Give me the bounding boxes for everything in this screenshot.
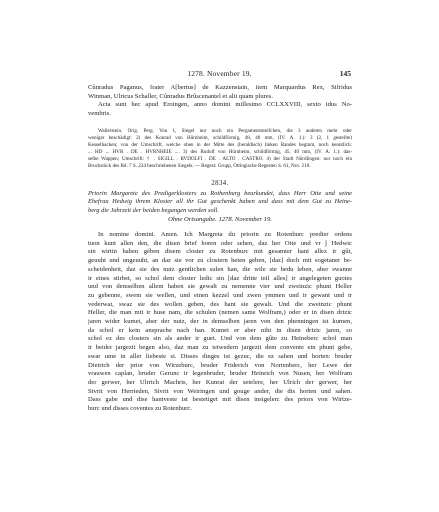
body-line: Sivrit von Herrieden, Sivrit von Weiringen und gouge ander, die dis horten und sahen. bbox=[88, 387, 352, 395]
text-line: Winman, Ulricus Schaller, Cůnradus Brûscenantel et alii quam plures. bbox=[88, 92, 273, 100]
body-line: jaren wider kumet, aber der nutz, der in demselben jaren von den phenningen ist kumen, bbox=[88, 318, 352, 326]
body-line: burc und disses coventes zu Rotenburc. bbox=[88, 405, 193, 413]
body-line: da schol er kein ansprache nach han. Kumet er aber niht in disen drizic jaren, so bbox=[88, 326, 352, 334]
document-number: 2834. bbox=[211, 180, 229, 187]
note-line: weniger beschädigt: 2) des Konrad von Hürnheim, schildförmig, 48, 40 mm, (IV. A. 1.): 3 (2, 1 gestellte) bbox=[88, 134, 352, 141]
top-text-block bbox=[88, 84, 352, 119]
body-line: der gerwer, her Ulrrich Machris, her Kunrat der setelere, her Ulrich der gerwer, her bbox=[88, 378, 352, 386]
body-line: und von demselben allem haben sie gewalt zu nemenne vier und zweinzic phunt Heller bbox=[88, 283, 352, 291]
closing-paragraph bbox=[88, 101, 352, 118]
body-line: scheidenheit, daz sie des nutz gentlichen sulen han, die wile sie bedu leben, aber swanne bbox=[88, 265, 352, 273]
body-line: swar ume in aller liebeste si. Disses dinges ist gezuc, die ez sahen und horten: bruder bbox=[88, 352, 352, 360]
body-line: sin wirtin haben gében disem closter zu Rotenburc mit gesamter hant allez ir gût, bbox=[88, 248, 352, 256]
body-line: Dass gabe und dise hantveste ist bestetiget mit disen insigelen: des priors von Wirtze- bbox=[88, 396, 352, 404]
note-line: ... HD ... HVR . DE . HVRNHEIE .... 3) des Rudolf von Hürnheim, schildförmig, 45, 40 mm, (IV. A. 1.): das- bbox=[88, 148, 352, 155]
body-line: vederwat, swaz sie des wollen geben, des hant sie gewalt. Und die zweinzic phunt bbox=[88, 300, 352, 308]
summary-line: Priorin Margarete des Predigerklosters zu Rothenburg beurkundet, dass Herr Otte und seine bbox=[88, 190, 352, 197]
page-header bbox=[0, 69, 439, 81]
body-line: In nomine domini. Amen. Ich Margreta du priorin zu Rotenburc predier ordens bbox=[98, 231, 352, 238]
body-paragraph bbox=[88, 231, 352, 414]
summary-line: Ehefrau Hedwig ihrem Kloster all ihr Gut geschenkt haben und dass mit dem Gut zu Heine- bbox=[88, 198, 352, 206]
body-line: schol ez des closters sin als ander ir guet. Und von dem gûte zu Heineberc schol man bbox=[88, 335, 352, 343]
body-line: tuon kunt allen den, die disen brief horen oder sehen, daz her Otte und vr ĵ Hedwic bbox=[88, 239, 352, 247]
note-line: Wallerstein. Orig. Perg. Von 1, Siegel nur noch ein Pergamentstreifchen, die 3 anderen mehr oder bbox=[98, 128, 352, 134]
page-number: 145 bbox=[339, 69, 351, 78]
witness-paragraph bbox=[88, 84, 352, 101]
text-line: Acta sunt hec apud Eroingen, anno domini millesimo CCLXXVIII, sexto idus No- bbox=[98, 101, 352, 109]
body-line: vrauwen caplan, bruder Gerunc ir legenbruder, bruder Heinrich von Nusen, her Wolfram bbox=[88, 370, 352, 378]
note-line: selbe Wappen; Umschrift: † . SIGILL . RVDOLFI . DE . ALTO . CASTRO. 4) der Stadt Nördlingen: nur noch ein bbox=[88, 155, 352, 162]
body-line: Dietrich der prior von Wirzeburc, bruder Friderich von Nortenberc, her Lewe der bbox=[88, 361, 352, 369]
document-summary bbox=[88, 190, 352, 215]
note-line: Kesselhacken; von der Umschrift, welche oben in der Mitte des (heraldisch) linken Randes beginnt, noch kenntlich: bbox=[88, 141, 352, 148]
header-date: 1278. November 19. bbox=[187, 69, 252, 78]
note-line: Bruchstück des Bd. 7 S. 234 beschriebenen Siegels. — Regest: Grupp, Öttingische Regesten S. 61, Nro. 218. bbox=[88, 162, 311, 169]
body-line: zu gebenne, swem sie wellen, und einen kezzel und zwen ymmen und ir gewant und ir bbox=[88, 291, 352, 299]
body-line: geuuht und ungeuuht, an daz sie vor zu clostern heten geben, [daz] doch mit sogetaner be- bbox=[88, 257, 352, 265]
archival-notes bbox=[88, 128, 352, 169]
body-line: ir beider jargezit begen also, daz man zu ietwedern jargezit dem convente ein phunt gebe, bbox=[88, 344, 352, 352]
body-line: ir eines stirbet, so schol dem closter ledic sin [daz dritte teil alles] ir angelegeten guotes bbox=[88, 274, 352, 282]
text-line: Cůnradus Paganus, frater A[bertus] de Kazzenstain, item Marquardus Rex, Sifridus bbox=[88, 84, 352, 91]
document-body bbox=[88, 231, 352, 414]
text-line: vembris. bbox=[88, 110, 111, 118]
summary-line: berg die Jahrzeit der beiden begangen werden soll. bbox=[88, 206, 219, 214]
origin-line: Ohne Ortsangabe. 1278. November 19. bbox=[168, 216, 272, 223]
body-line: Heller, die man mit ir huse nam, die schulen (nemen same Wolfram,) oder er in disen drizic bbox=[88, 309, 352, 317]
